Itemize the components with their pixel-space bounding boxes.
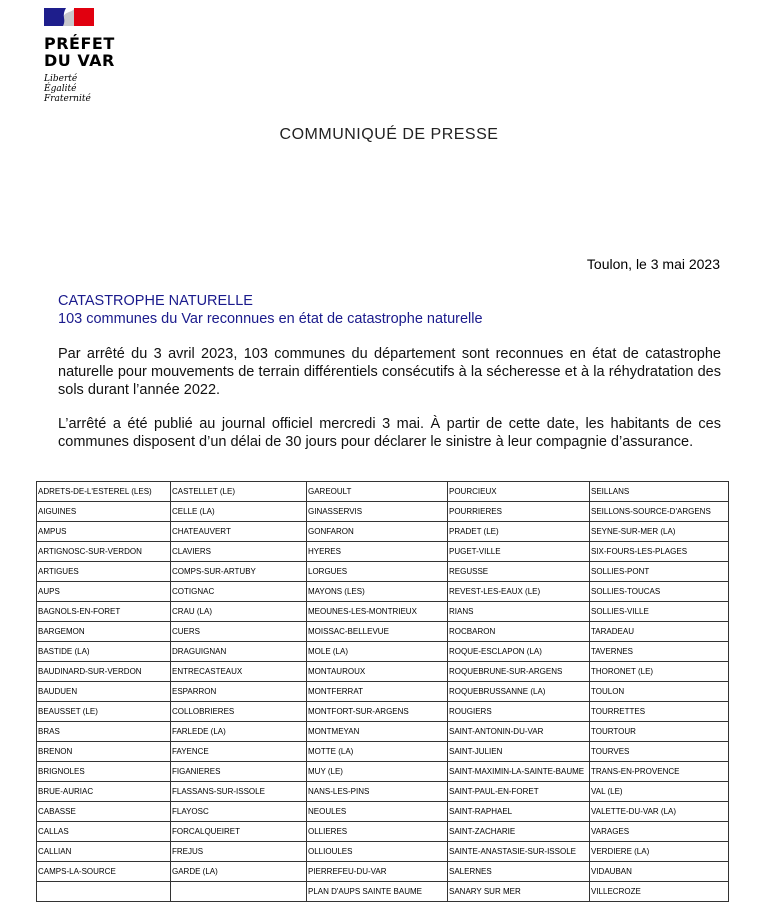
release-date: Toulon, le 3 mai 2023 <box>586 256 720 272</box>
commune-cell: BRENON <box>37 742 171 762</box>
table-row <box>37 482 729 502</box>
table-row <box>37 842 729 862</box>
commune-cell: PLAN D'AUPS SAINTE BAUME <box>307 882 448 902</box>
commune-cell: BRUE-AURIAC <box>37 782 171 802</box>
commune-cell: SANARY SUR MER <box>448 882 590 902</box>
commune-cell: FIGANIERES <box>171 762 307 782</box>
commune-cell: SEILLANS <box>590 482 729 502</box>
commune-cell: VARAGES <box>590 822 729 842</box>
commune-cell: TOURRETTES <box>590 702 729 722</box>
commune-cell: VIDAUBAN <box>590 862 729 882</box>
commune-cell: LORGUES <box>307 562 448 582</box>
commune-cell: TOURTOUR <box>590 722 729 742</box>
commune-cell: MOISSAC-BELLEVUE <box>307 622 448 642</box>
commune-cell: BEAUSSET (LE) <box>37 702 171 722</box>
commune-cell: TARADEAU <box>590 622 729 642</box>
commune-cell: BASTIDE (LA) <box>37 642 171 662</box>
commune-cell: SOLLIES-TOUCAS <box>590 582 729 602</box>
commune-cell: AMPUS <box>37 522 171 542</box>
commune-cell: PRADET (LE) <box>448 522 590 542</box>
communes-table-body <box>37 482 729 902</box>
commune-cell: FORCALQUEIRET <box>171 822 307 842</box>
commune-cell: SAINTE-ANASTASIE-SUR-ISSOLE <box>448 842 590 862</box>
commune-cell: NEOULES <box>307 802 448 822</box>
motto-fraternite: Fraternité <box>44 94 91 104</box>
commune-cell: OLLIERES <box>307 822 448 842</box>
commune-cell: SEYNE-SUR-MER (LA) <box>590 522 729 542</box>
table-row <box>37 582 729 602</box>
commune-cell <box>37 882 171 902</box>
commune-cell: VALETTE-DU-VAR (LA) <box>590 802 729 822</box>
commune-cell: BRIGNOLES <box>37 762 171 782</box>
table-row <box>37 682 729 702</box>
commune-cell: SIX-FOURS-LES-PLAGES <box>590 542 729 562</box>
commune-cell: TAVERNES <box>590 642 729 662</box>
commune-cell: FLAYOSC <box>171 802 307 822</box>
table-row <box>37 822 729 842</box>
commune-cell: MEOUNES-LES-MONTRIEUX <box>307 602 448 622</box>
commune-cell <box>171 882 307 902</box>
commune-cell: BAUDUEN <box>37 682 171 702</box>
release-heading <box>58 292 483 328</box>
commune-cell: CABASSE <box>37 802 171 822</box>
body-paragraph-deadline: L’arrêté a été publié au journal officiel mercredi 3 mai. À partir de cette date, les habitants de ces communes disposent d’un délai de 30 jours pour déclarer le sinistre à leur compagnie d’assurance. <box>58 416 721 450</box>
commune-cell: ARTIGUES <box>37 562 171 582</box>
commune-cell: BAUDINARD-SUR-VERDON <box>37 662 171 682</box>
commune-cell: CRAU (LA) <box>171 602 307 622</box>
commune-cell: CALLAS <box>37 822 171 842</box>
commune-cell: POURRIERES <box>448 502 590 522</box>
commune-cell: VILLECROZE <box>590 882 729 902</box>
prefecture-logo <box>44 8 115 104</box>
commune-cell: GARDE (LA) <box>171 862 307 882</box>
commune-cell: SAINT-RAPHAEL <box>448 802 590 822</box>
commune-cell: BRAS <box>37 722 171 742</box>
commune-cell: SAINT-PAUL-EN-FORET <box>448 782 590 802</box>
table-row <box>37 782 729 802</box>
commune-cell: SAINT-ZACHARIE <box>448 822 590 842</box>
commune-cell: SAINT-JULIEN <box>448 742 590 762</box>
commune-cell: FREJUS <box>171 842 307 862</box>
commune-cell: ADRETS-DE-L'ESTEREL (LES) <box>37 482 171 502</box>
commune-cell: SALERNES <box>448 862 590 882</box>
commune-cell: MAYONS (LES) <box>307 582 448 602</box>
commune-cell: SEILLONS-SOURCE-D'ARGENS <box>590 502 729 522</box>
commune-cell: REVEST-LES-EAUX (LE) <box>448 582 590 602</box>
press-release-title: COMMUNIQUÉ DE PRESSE <box>279 126 499 143</box>
table-row <box>37 602 729 622</box>
commune-cell: CUERS <box>171 622 307 642</box>
commune-cell: ROCBARON <box>448 622 590 642</box>
commune-cell: GONFARON <box>307 522 448 542</box>
commune-cell: NANS-LES-PINS <box>307 782 448 802</box>
commune-cell: TOULON <box>590 682 729 702</box>
commune-cell: MOTTE (LA) <box>307 742 448 762</box>
commune-cell: ENTRECASTEAUX <box>171 662 307 682</box>
commune-cell: CAMPS-LA-SOURCE <box>37 862 171 882</box>
table-row <box>37 722 729 742</box>
commune-cell: CLAVIERS <box>171 542 307 562</box>
commune-cell: ROQUEBRUSSANNE (LA) <box>448 682 590 702</box>
commune-cell: COLLOBRIERES <box>171 702 307 722</box>
table-row <box>37 862 729 882</box>
table-row <box>37 622 729 642</box>
commune-cell: PIERREFEU-DU-VAR <box>307 862 448 882</box>
commune-cell: MOLE (LA) <box>307 642 448 662</box>
heading-topic: CATASTROPHE NATURELLE <box>58 293 253 309</box>
commune-cell: CELLE (LA) <box>171 502 307 522</box>
motto-liberte: Liberté <box>44 74 78 84</box>
commune-cell: HYERES <box>307 542 448 562</box>
table-row <box>37 882 729 902</box>
table-row <box>37 802 729 822</box>
table-row <box>37 562 729 582</box>
commune-cell: THORONET (LE) <box>590 662 729 682</box>
table-row <box>37 742 729 762</box>
body-paragraph-decree: Par arrêté du 3 avril 2023, 103 communes du département sont reconnues en état de catastrophe naturelle pour mouvements de terrain différentiels consécutifs à la sécheresse et à la réhydratation des sols durant l’année 2022. <box>58 346 721 398</box>
marianne-flag-icon <box>44 8 94 28</box>
commune-cell: ESPARRON <box>171 682 307 702</box>
commune-cell: POURCIEUX <box>448 482 590 502</box>
table-row <box>37 702 729 722</box>
commune-cell: MONTFORT-SUR-ARGENS <box>307 702 448 722</box>
commune-cell: ROUGIERS <box>448 702 590 722</box>
commune-cell: PUGET-VILLE <box>448 542 590 562</box>
commune-cell: ROQUE-ESCLAPON (LA) <box>448 642 590 662</box>
table-row <box>37 662 729 682</box>
table-row <box>37 522 729 542</box>
commune-cell: BAGNOLS-EN-FORET <box>37 602 171 622</box>
commune-cell: FARLEDE (LA) <box>171 722 307 742</box>
commune-cell: AUPS <box>37 582 171 602</box>
commune-cell: GAREOULT <box>307 482 448 502</box>
prefet-line1: PRÉFET <box>44 34 115 53</box>
commune-cell: SAINT-ANTONIN-DU-VAR <box>448 722 590 742</box>
commune-cell: CASTELLET (LE) <box>171 482 307 502</box>
republic-motto <box>44 74 115 104</box>
commune-cell: COTIGNAC <box>171 582 307 602</box>
heading-subtitle: 103 communes du Var reconnues en état de catastrophe naturelle <box>58 311 483 327</box>
commune-cell: SOLLIES-VILLE <box>590 602 729 622</box>
commune-cell: CALLIAN <box>37 842 171 862</box>
motto-egalite: Égalité <box>44 84 77 94</box>
table-row <box>37 542 729 562</box>
commune-cell: SAINT-MAXIMIN-LA-SAINTE-BAUME <box>448 762 590 782</box>
commune-cell: CHATEAUVERT <box>171 522 307 542</box>
commune-cell: VERDIERE (LA) <box>590 842 729 862</box>
table-row <box>37 762 729 782</box>
commune-cell: TRANS-EN-PROVENCE <box>590 762 729 782</box>
commune-cell: DRAGUIGNAN <box>171 642 307 662</box>
commune-cell: FAYENCE <box>171 742 307 762</box>
table-row <box>37 502 729 522</box>
commune-cell: COMPS-SUR-ARTUBY <box>171 562 307 582</box>
commune-cell: RIANS <box>448 602 590 622</box>
communes-table <box>36 481 729 902</box>
commune-cell: OLLIOULES <box>307 842 448 862</box>
commune-cell: MUY (LE) <box>307 762 448 782</box>
commune-cell: SOLLIES-PONT <box>590 562 729 582</box>
commune-cell: MONTFERRAT <box>307 682 448 702</box>
commune-cell: MONTAUROUX <box>307 662 448 682</box>
commune-cell: TOURVES <box>590 742 729 762</box>
table-row <box>37 642 729 662</box>
prefet-logo-text <box>44 35 115 69</box>
commune-cell: BARGEMON <box>37 622 171 642</box>
commune-cell: MONTMEYAN <box>307 722 448 742</box>
commune-cell: ROQUEBRUNE-SUR-ARGENS <box>448 662 590 682</box>
commune-cell: ARTIGNOSC-SUR-VERDON <box>37 542 171 562</box>
commune-cell: REGUSSE <box>448 562 590 582</box>
commune-cell: FLASSANS-SUR-ISSOLE <box>171 782 307 802</box>
commune-cell: GINASSERVIS <box>307 502 448 522</box>
commune-cell: VAL (LE) <box>590 782 729 802</box>
commune-cell: AIGUINES <box>37 502 171 522</box>
prefet-line2: DU VAR <box>44 51 115 70</box>
